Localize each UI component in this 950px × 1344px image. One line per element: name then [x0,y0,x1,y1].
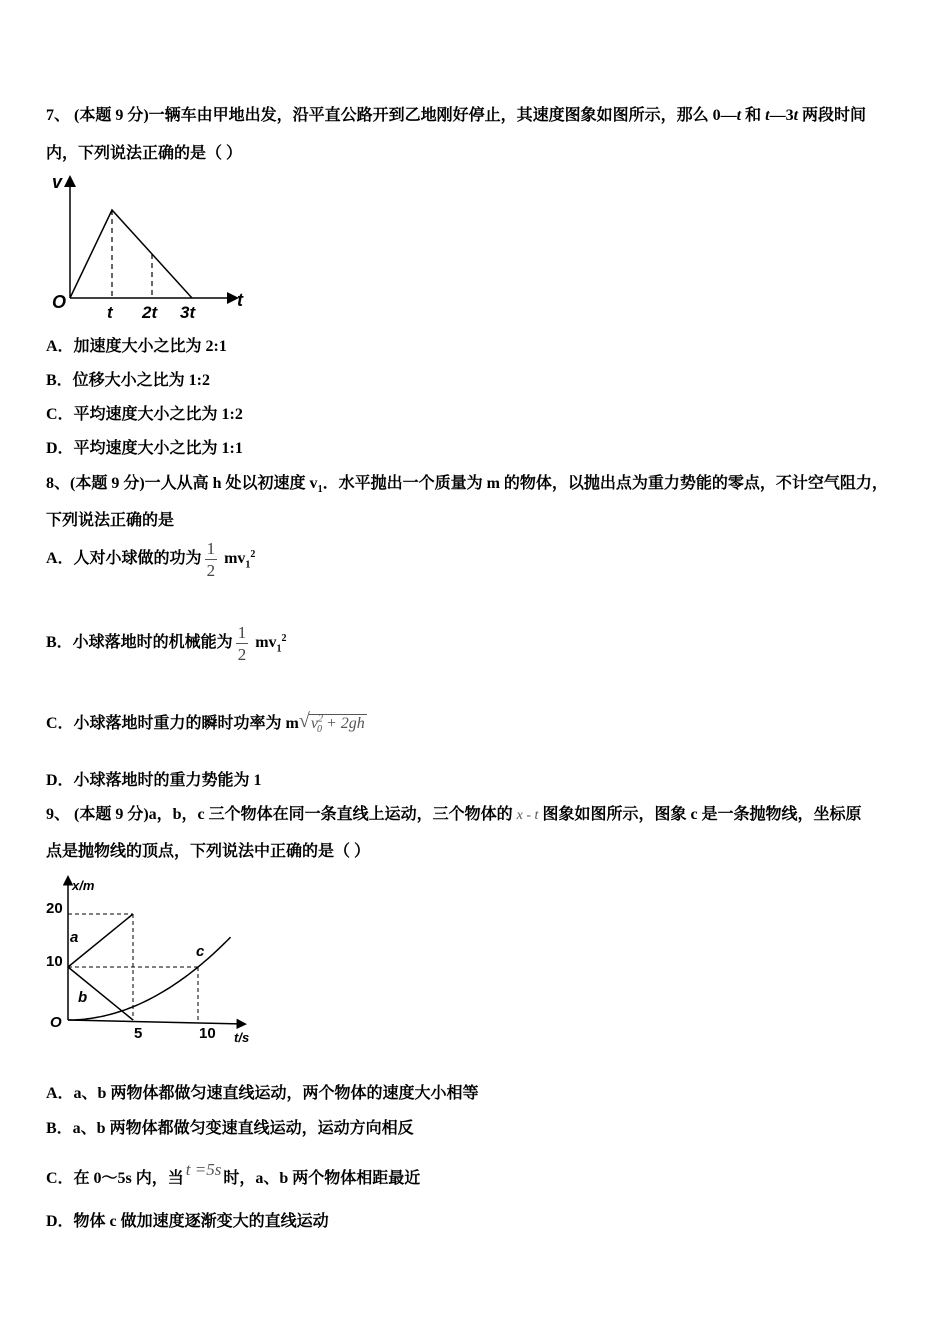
q8-option-b[interactable]: B．小球落地时的机械能为 $\frac{1}{2}$ $mv_1^2$ [46,623,287,664]
q8-stem-line2: 下列说法正确的是 [46,512,175,529]
q7-option-a[interactable]: A．加速度大小之比为 2:1 [46,338,227,355]
q7-velocity-graph [46,170,256,325]
q7-tick-2t: 2t [142,303,158,322]
q9-label-a: a [70,929,79,946]
q9-y-label: x/m [72,878,95,893]
q9-xtick-10: 10 [199,1025,216,1042]
q7-option-b[interactable]: B．位移大小之比为 1:2 [46,372,211,389]
q9-ytick-20: 20 [46,900,63,917]
q8-b-fraction: $\frac{1}{2}$ [237,623,247,664]
q7-option-d[interactable]: D．平均速度大小之比为 1:1 [46,440,243,457]
q7-tick-3t: 3t [180,303,196,322]
q7-velocity-line [70,210,192,298]
q9-x-label: t/s [234,1030,250,1045]
q9-stem-line1: 9、 (本题 9 分)a，b，c 三个物体在同一条直线上运动，三个物体的 x - t 图象如图所示，图象 c 是一条抛物线，坐标原 [46,806,862,823]
q7-t-label: t [237,290,243,310]
q8-option-a[interactable]: A．人对小球做的功为 $\frac{1}{2}$ $mv_1^2$ [46,539,256,580]
q7-tick-t: t [107,303,113,322]
q8-option-c[interactable]: C．小球落地时重力的瞬时功率为 m √ $v^2_0 + 2gh$ [46,709,365,736]
q9-option-c[interactable]: C．在 0～5s 内，当 t =5s 时，a、b 两个物体相距最近 [46,1160,421,1187]
q8-stem-line1: 8、(本题 9 分)一人从高 h 处以初速度 $v_1$．水平抛出一个质量为 m 的物体，以抛出点为重力势能的零点，不计空气阻力， [46,475,888,496]
q9-xtick-5: 5 [134,1025,143,1042]
q9-label-b: b [78,989,88,1006]
q7-option-c[interactable]: C．平均速度大小之比为 1:2 [46,406,243,423]
q9-option-b[interactable]: B．a、b 两物体都做匀变速直线运动，运动方向相反 [46,1120,414,1137]
q9-series-c [68,937,231,1020]
q9-t-axis [68,1020,244,1024]
q7-stem-line2: 内，下列说法正确的是（ ） [46,145,243,162]
q9-option-d[interactable]: D．物体 c 做加速度逐渐变大的直线运动 [46,1213,329,1230]
q9-xt-graph [44,872,264,1047]
q8-option-d[interactable]: D．小球落地时的重力势能为 1 [46,772,262,789]
q9-ytick-10: 10 [46,953,63,970]
q9-label-c: c [196,943,205,960]
q7-stem-line1: 7、 (本题 9 分)一辆车由甲地出发，沿平直公路开到乙地刚好停止，其速度图象如图所示，那么 0—t 和 t—3t 两段时间 [46,107,867,124]
q7-v-label: v [52,172,63,192]
q9-stem-line2: 点是抛物线的顶点，下列说法中正确的是（ ） [46,843,371,860]
q9-origin: O [50,1014,62,1031]
q8-a-fraction: $\frac{1}{2}$ [206,539,216,580]
q7-origin: O [52,292,67,312]
q9-option-a[interactable]: A．a、b 两物体都做匀速直线运动，两个物体的速度大小相等 [46,1085,479,1102]
q8-c-sqrt-formula: √ $v^2_0 + 2gh$ [298,709,365,736]
